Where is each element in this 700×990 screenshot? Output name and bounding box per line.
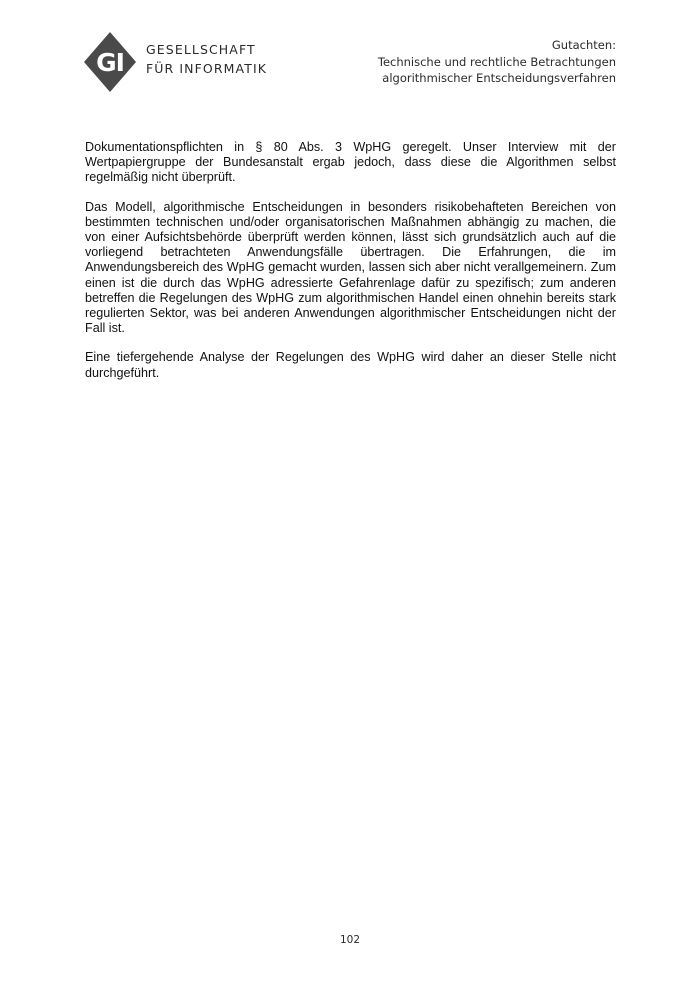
paragraph-1: Dokumentationspflichten in § 80 Abs. 3 WpHG geregelt. Unser Interview mit der Wertpapiergruppe der Bundesanstalt ergab jedoch, dass diese die Algorithmen selbst regelmäßig nicht überprüft. xyxy=(85,140,616,185)
body-text xyxy=(85,140,616,395)
report-title-line2: algorithmischer Entscheidungsverfahren xyxy=(382,71,616,85)
report-header xyxy=(378,37,616,87)
gi-logo-mark-icon xyxy=(84,32,136,92)
paragraph-3: Eine tiefergehende Analyse der Regelungen des WpHG wird daher an dieser Stelle nicht durchgeführt. xyxy=(85,350,616,380)
report-title-line1: Technische und rechtliche Betrachtungen xyxy=(377,54,616,69)
gi-logo-text xyxy=(146,40,267,78)
report-label: Gutachten: xyxy=(551,38,616,52)
paragraph-2: Das Modell, algorithmische Entscheidungen in besonders risikobehafteten Bereichen von bestimmten technischen und/oder organisatorischen Maßnahmen abhängig zu machen, die von einer Aufsichtsbehörde überprüft werden können, lässt sich grundsätzlich auch auf die vorliegend betrachteten Anwendungsfälle übertragen. Die Erfahrungen, die im Anwendungsbereich des WpHG gemacht wurden, lassen sich aber nicht verallgemeinern. Zum einen ist die durch das WpHG adressierte Gefahrenlage dafür zu spezifisch; zum anderen betreffen die Regelungen des WpHG zum algorithmischen Handel einen ohnehin bereits stark regulierten Sektor, was bei anderen Anwendungen algorithmischer Entscheidungen nicht der Fall ist. xyxy=(85,199,616,336)
org-name-line1: GESELLSCHAFT xyxy=(146,42,256,57)
org-name-line2: FÜR INFORMATIK xyxy=(146,61,268,76)
page-number: 102 xyxy=(339,934,361,946)
gi-logo-letters: GI xyxy=(96,48,124,77)
gi-logo xyxy=(84,32,274,92)
